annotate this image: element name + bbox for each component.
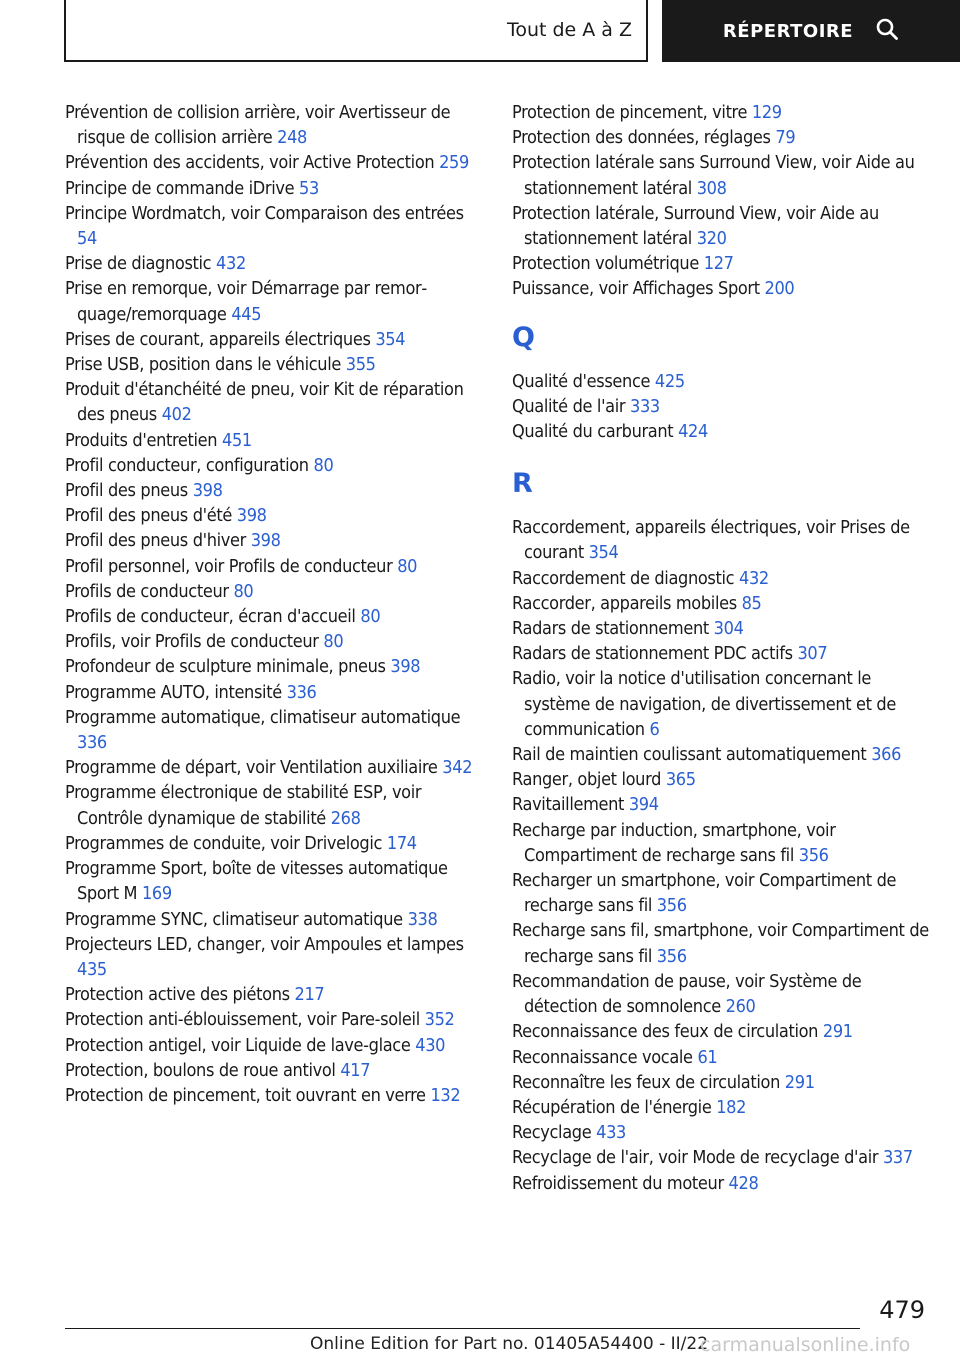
page-reference-link[interactable]: 54 — [77, 228, 97, 250]
entry-term: Raccorder, appareils mobiles — [512, 592, 737, 614]
entry-term: Puissance, voir Affichages Sport — [512, 278, 760, 300]
entry-term: Prévention des accidents, voir Active Protection — [65, 152, 435, 174]
section-tab[interactable] — [64, 0, 648, 62]
page-reference-link[interactable]: 355 — [345, 354, 376, 376]
section-letter-r: R — [512, 468, 533, 500]
index-entry — [65, 528, 480, 553]
page-reference-link[interactable]: 336 — [77, 732, 107, 754]
page-reference-link[interactable]: 333 — [630, 395, 660, 417]
entry-term: Profils de conducteur, écran d'accueil — [65, 606, 356, 628]
page-reference-link[interactable]: 354 — [375, 328, 406, 350]
page-reference-link[interactable]: 435 — [77, 958, 107, 980]
index-entry — [65, 176, 480, 201]
page-reference-link[interactable]: 398 — [192, 480, 223, 502]
index-entry — [512, 566, 932, 591]
section-label: Tout de A à Z — [506, 19, 632, 41]
page-reference-link[interactable]: 53 — [299, 177, 319, 199]
page-reference-link[interactable]: 425 — [654, 370, 685, 392]
index-entry — [65, 1058, 480, 1083]
page-reference-link[interactable]: 248 — [277, 127, 308, 149]
entry-term: Profil des pneus d'été — [65, 505, 232, 527]
index-entry — [512, 369, 932, 394]
index-entry — [65, 352, 480, 377]
index-entry — [65, 654, 480, 679]
entry-term: Recharge sans fil, smartphone, voir Compartiment de recharge sans fil — [512, 920, 929, 967]
index-entry — [65, 478, 480, 503]
index-entry — [65, 680, 480, 705]
edition-footer: Online Edition for Part no. 01405A54400 - II/22 — [310, 1334, 709, 1354]
entry-term: Profils de conducteur — [65, 580, 229, 602]
entry-term: Profils, voir Profils de conducteur — [65, 631, 319, 653]
entry-term: Protection des données, réglages — [512, 127, 771, 149]
page-reference-link[interactable]: 80 — [360, 606, 381, 628]
entry-term: Programme de départ, voir Ventilation auxiliaire — [65, 757, 438, 779]
entry-term: Programme AUTO, intensité — [65, 681, 282, 703]
index-entry — [65, 201, 480, 251]
page-reference-link[interactable]: 85 — [741, 592, 762, 614]
page-reference-link[interactable]: 398 — [236, 505, 267, 527]
page-reference-link[interactable]: 6 — [649, 718, 660, 740]
entry-term: Profil des pneus d'hiver — [65, 530, 246, 552]
entry-term: Raccordement, appareils électriques, voir Prises de courant — [512, 517, 910, 564]
entry-term: Protection active des piétons — [65, 984, 290, 1006]
page-reference-link[interactable]: 417 — [340, 1059, 371, 1081]
index-entry — [512, 868, 932, 918]
entry-term: Reconnaissance vocale — [512, 1046, 693, 1068]
index-entry — [512, 1045, 932, 1070]
index-entry — [65, 251, 480, 276]
index-tab-label: RÉPERTOIRE — [722, 20, 854, 42]
page-reference-link[interactable]: 365 — [665, 769, 696, 791]
page-reference-link[interactable]: 291 — [822, 1021, 853, 1043]
index-entry — [65, 932, 480, 982]
page-reference-link[interactable]: 394 — [628, 794, 659, 816]
entry-term: Protection volumétrique — [512, 253, 699, 275]
index-entry — [512, 1070, 932, 1095]
index-entry — [512, 515, 932, 565]
index-entry — [65, 705, 480, 755]
index-entry — [65, 503, 480, 528]
entry-term: Protection, boulons de roue antivol — [65, 1059, 336, 1081]
entry-term: Protection antigel, voir Liquide de lave-glace — [65, 1034, 411, 1056]
page-reference-link[interactable]: 200 — [764, 278, 795, 300]
page-number: 479 — [879, 1296, 925, 1324]
page-reference-link[interactable]: 445 — [231, 303, 262, 325]
page-reference-link[interactable]: 428 — [728, 1172, 759, 1194]
entry-term: Programme électronique de stabilité ESP, voir Contrôle dynamique de stabilité — [65, 782, 422, 829]
entry-term: Prise USB, position dans le véhicule — [65, 354, 341, 376]
entry-term: Profil conducteur, configuration — [65, 454, 309, 476]
index-entry — [512, 276, 932, 301]
index-entry — [65, 276, 480, 326]
page-reference-link[interactable]: 356 — [798, 844, 829, 866]
index-entry — [65, 100, 480, 150]
index-entry — [65, 428, 480, 453]
index-entry — [512, 150, 932, 200]
entry-term: Radars de stationnement PDC actifs — [512, 643, 793, 665]
index-entry — [512, 1095, 932, 1120]
entry-term: Profondeur de sculpture minimale, pneus — [65, 656, 386, 678]
index-entry — [512, 591, 932, 616]
entry-term: Prises de courant, appareils électriques — [65, 328, 371, 350]
index-column-left — [65, 100, 480, 1108]
entry-term: Protection latérale, Surround View, voir Aide au stationnement latéral — [512, 202, 879, 250]
page-reference-link[interactable]: 260 — [725, 996, 756, 1018]
page-reference-link[interactable]: 291 — [784, 1071, 815, 1093]
entry-term: Ranger, objet lourd — [512, 769, 662, 791]
entry-term: Recommandation de pause, voir Système de détection de somnolence — [512, 970, 862, 1018]
index-entry — [512, 641, 932, 666]
page-reference-link[interactable]: 433 — [596, 1122, 626, 1144]
index-entry — [512, 100, 932, 125]
page-reference-link[interactable]: 336 — [286, 681, 317, 703]
index-entry — [65, 755, 480, 780]
page-reference-link[interactable]: 182 — [716, 1096, 747, 1118]
entry-term: Produits d'entretien — [65, 429, 218, 451]
page-reference-link[interactable]: 402 — [161, 404, 192, 426]
page-reference-link[interactable]: 169 — [141, 883, 172, 905]
page-reference-link[interactable]: 338 — [407, 908, 438, 930]
entry-term: Recyclage — [512, 1122, 592, 1144]
page-reference-link[interactable]: 307 — [797, 643, 828, 665]
page-reference-link[interactable]: 79 — [775, 127, 796, 149]
index-entry — [512, 1019, 932, 1044]
index-entry — [512, 792, 932, 817]
index-entry — [65, 150, 480, 175]
index-entry — [65, 604, 480, 629]
entry-term: Prévention de collision arrière, voir Avertisseur de risque de collision arrière — [65, 102, 451, 149]
index-column-right — [512, 100, 932, 1196]
page-reference-link[interactable]: 80 — [313, 454, 334, 476]
section-letter-q: Q — [512, 321, 535, 353]
page-reference-link[interactable]: 174 — [386, 832, 417, 854]
index-entry — [512, 918, 932, 968]
entry-term: Protection de pincement, toit ouvrant en verre — [65, 1084, 426, 1106]
page-reference-link[interactable]: 80 — [233, 580, 254, 602]
entry-term: Recharger un smartphone, voir Compartiment de recharge sans fil — [512, 870, 897, 917]
page-reference-link[interactable]: 127 — [703, 253, 734, 275]
page-reference-link[interactable]: 80 — [323, 631, 344, 653]
entry-term: Profil des pneus — [65, 480, 188, 502]
entry-term: Prise en remorque, voir Démarrage par remorquage/remorquage — [65, 278, 428, 325]
index-entry — [512, 742, 932, 767]
page-reference-link[interactable]: 320 — [696, 228, 727, 250]
entry-term: Programme Sport, boîte de vitesses automatique Sport M — [65, 858, 448, 905]
page-reference-link[interactable]: 217 — [294, 984, 325, 1006]
index-entry — [65, 327, 480, 352]
page-reference-link[interactable]: 424 — [678, 421, 708, 443]
page-reference-link[interactable]: 354 — [588, 542, 619, 564]
index-entry — [512, 818, 932, 868]
entry-term: Protection de pincement, vitre — [512, 102, 748, 123]
footer-divider — [65, 1328, 860, 1329]
entry-term: Récupération de l'énergie — [512, 1096, 712, 1118]
page-reference-link[interactable]: 80 — [397, 555, 418, 577]
entry-term: Programmes de conduite, voir Drivelogic — [65, 832, 383, 854]
index-tab[interactable] — [662, 0, 960, 62]
page-reference-link[interactable]: 304 — [713, 618, 744, 640]
entry-term: Qualité du carburant — [512, 421, 674, 443]
page-reference-link[interactable]: 398 — [250, 530, 281, 552]
watermark: carmanualsonline.info — [700, 1334, 911, 1356]
page-reference-link[interactable]: 432 — [216, 253, 246, 275]
entry-term: Qualité de l'air — [512, 395, 626, 417]
index-entry — [65, 1083, 480, 1108]
index-entry — [512, 767, 932, 792]
entry-term: Reconnaissance des feux de circulation — [512, 1021, 819, 1043]
page-reference-link[interactable]: 337 — [882, 1147, 913, 1169]
page-reference-link[interactable]: 342 — [442, 757, 473, 779]
page-reference-link[interactable]: 366 — [871, 744, 902, 766]
entry-term: Refroidissement du moteur — [512, 1172, 724, 1194]
index-entry — [65, 579, 480, 604]
index-entry — [512, 1171, 932, 1196]
page-reference-link[interactable]: 356 — [656, 945, 687, 967]
index-entry — [512, 394, 932, 419]
entry-term: Ravitaillement — [512, 794, 625, 816]
entry-term: Raccordement de diagnostic — [512, 567, 735, 589]
search-icon[interactable] — [875, 17, 899, 46]
page-reference-link[interactable]: 451 — [222, 429, 252, 451]
page-reference-link[interactable]: 259 — [439, 152, 469, 174]
index-entry — [65, 856, 480, 906]
entry-term: Protection anti-éblouissement, voir Pare-soleil — [65, 1009, 420, 1031]
page-reference-link[interactable]: 398 — [390, 656, 421, 678]
entry-term: Prise de diagnostic — [65, 253, 212, 275]
index-entry — [65, 453, 480, 478]
index-entry — [65, 907, 480, 932]
entry-term: Projecteurs LED, changer, voir Ampoules et lampes — [65, 933, 464, 955]
page-reference-link[interactable]: 432 — [739, 567, 769, 589]
entry-term: Qualité d'essence — [512, 370, 651, 392]
page-reference-link[interactable]: 308 — [696, 177, 727, 199]
index-entry — [65, 982, 480, 1007]
index-entry — [65, 780, 480, 830]
page-reference-link[interactable]: 129 — [751, 102, 782, 123]
page-reference-link[interactable]: 430 — [415, 1034, 446, 1056]
index-entry — [512, 1120, 932, 1145]
index-entry — [65, 554, 480, 579]
entry-term: Programme SYNC, climatiseur automatique — [65, 908, 403, 930]
page-reference-link[interactable]: 132 — [430, 1084, 461, 1106]
entry-term: Produit d'étanchéité de pneu, voir Kit de réparation des pneus — [65, 379, 464, 426]
index-entry — [512, 666, 932, 742]
entry-term: Reconnaître les feux de circulation — [512, 1071, 780, 1093]
index-entry — [512, 419, 932, 444]
entry-term: Profil personnel, voir Profils de conducteur — [65, 555, 393, 577]
entry-term: Principe Wordmatch, voir Comparaison des entrées — [65, 202, 464, 224]
index-entry — [512, 969, 932, 1019]
index-entry — [512, 616, 932, 641]
index-entry — [65, 377, 480, 427]
index-entry — [512, 201, 932, 251]
entry-term: Radio, voir la notice d'utilisation concernant le système de navigation, de divertissement et de communication — [512, 668, 896, 740]
page-reference-link[interactable]: 268 — [330, 807, 361, 829]
entry-term: Radars de stationnement — [512, 618, 709, 640]
index-entry — [512, 1145, 932, 1170]
index-entry — [65, 629, 480, 654]
page-reference-link[interactable]: 352 — [424, 1009, 455, 1031]
entry-term: Protection latérale sans Surround View, voir Aide au stationnement latéral — [512, 152, 915, 199]
index-entry — [65, 831, 480, 856]
entry-term: Recharge par induction, smartphone, voir Compartiment de recharge sans fil — [512, 819, 836, 866]
page-reference-link[interactable]: 61 — [697, 1046, 718, 1068]
index-entry — [65, 1007, 480, 1032]
entry-term: Recyclage de l'air, voir Mode de recyclage d'air — [512, 1147, 879, 1169]
index-entry — [512, 125, 932, 150]
entry-term: Programme automatique, climatiseur automatique — [65, 706, 461, 728]
entry-term: Principe de commande iDrive — [65, 177, 295, 199]
entry-term: Rail de maintien coulissant automatiquement — [512, 744, 867, 766]
index-entry — [512, 251, 932, 276]
page-reference-link[interactable]: 356 — [656, 895, 687, 917]
index-entry — [65, 1033, 480, 1058]
